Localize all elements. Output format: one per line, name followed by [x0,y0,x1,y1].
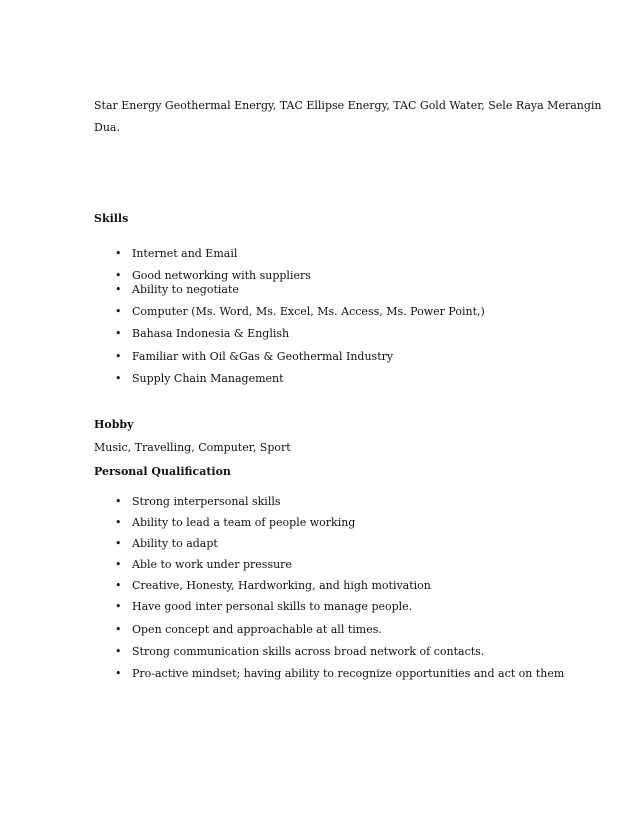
bullet-icon: • [115,269,122,282]
skill-item: Bahasa Indonesia & English [132,327,290,340]
hobby-heading: Hobby [94,418,134,431]
bullet-icon: • [115,327,122,340]
qualification-item: Creative, Honesty, Hardworking, and high motivation [132,579,431,592]
qualification-item: Strong communication skills across broad network of contacts. [132,645,485,658]
personal-qualification-heading: Personal Qualification [94,465,231,478]
skill-item: Ability to negotiate [132,283,239,296]
bullet-icon: • [115,623,122,636]
skill-item: Internet and Email [132,247,238,260]
bullet-icon: • [115,495,122,508]
skills-heading: Skills [94,212,129,225]
bullet-icon: • [115,579,122,592]
qualification-item: Strong interpersonal skills [132,495,281,508]
skill-item: Good networking with suppliers [132,269,311,282]
skill-item: Familiar with Oil &Gas & Geothermal Industry [132,350,394,363]
qualification-item: Have good inter personal skills to manage people. [132,600,413,613]
qualification-item: Ability to adapt [132,537,218,550]
bullet-icon: • [115,600,122,613]
hobby-text: Music, Travelling, Computer, Sport [94,441,291,454]
skill-item: Supply Chain Management [132,372,284,385]
bullet-icon: • [115,537,122,550]
bullet-icon: • [115,350,122,363]
bullet-icon: • [115,516,122,529]
bullet-icon: • [115,645,122,658]
qualification-item: Open concept and approachable at all times. [132,623,382,636]
bullet-icon: • [115,372,122,385]
intro-line-1: Star Energy Geothermal Energy, TAC Ellipse Energy, TAC Gold Water, Sele Raya Merangin [94,99,602,112]
qualification-item: Ability to lead a team of people working [132,516,356,529]
bullet-icon: • [115,283,122,296]
bullet-icon: • [115,247,122,260]
bullet-icon: • [115,667,122,680]
skill-item: Computer (Ms. Word, Ms. Excel, Ms. Access, Ms. Power Point,) [132,305,485,318]
qualification-item: Pro-active mindset; having ability to recognize opportunities and act on them [132,667,565,680]
qualification-item: Able to work under pressure [132,558,292,571]
intro-line-2: Dua. [94,121,120,134]
bullet-icon: • [115,558,122,571]
bullet-icon: • [115,305,122,318]
